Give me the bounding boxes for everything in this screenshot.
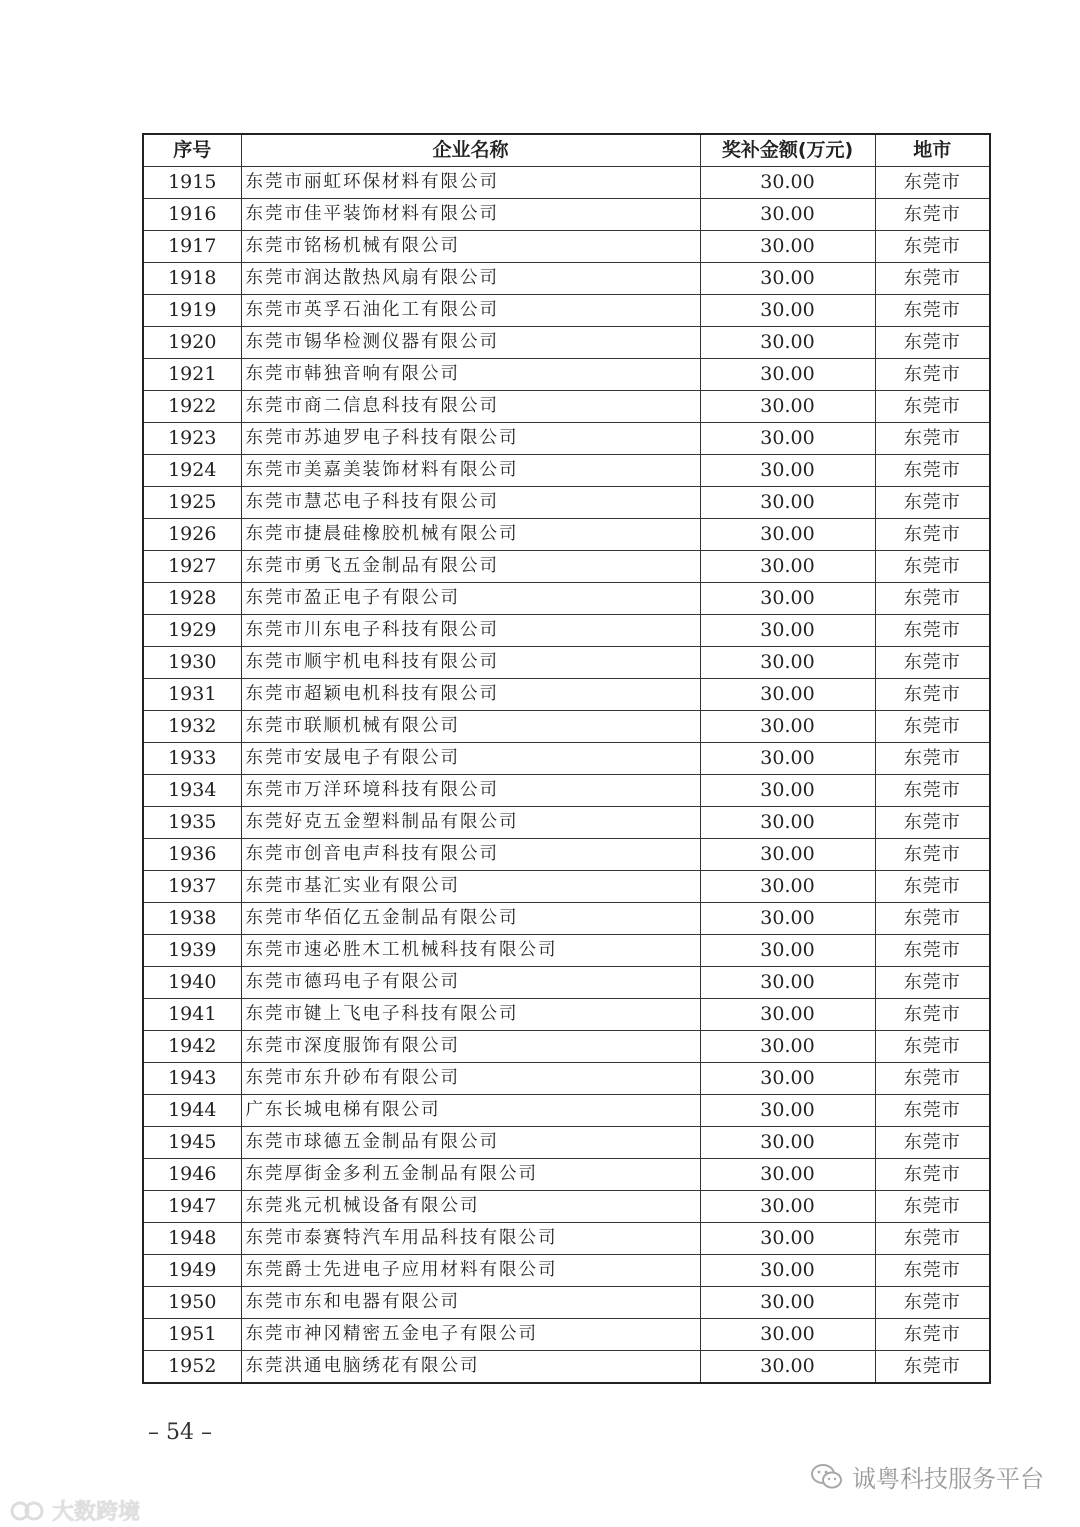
cell-company-name: 东莞市安晟电子有限公司 (241, 743, 700, 775)
cell-serial-no: 1936 (143, 839, 241, 871)
cell-subsidy-amount: 30.00 (700, 487, 875, 519)
cell-city: 东莞市 (875, 1319, 990, 1351)
cell-company-name: 东莞好克五金塑料制品有限公司 (241, 807, 700, 839)
cell-company-name: 东莞市键上飞电子科技有限公司 (241, 999, 700, 1031)
cell-city: 东莞市 (875, 679, 990, 711)
table-row (143, 679, 990, 711)
cell-company-name: 东莞市美嘉美装饰材料有限公司 (241, 455, 700, 487)
cell-city: 东莞市 (875, 1191, 990, 1223)
cell-serial-no: 1941 (143, 999, 241, 1031)
table-row (143, 423, 990, 455)
table-row (143, 647, 990, 679)
cell-company-name: 东莞市丽虹环保材料有限公司 (241, 167, 700, 199)
cell-serial-no: 1919 (143, 295, 241, 327)
cell-city: 东莞市 (875, 935, 990, 967)
cell-serial-no: 1928 (143, 583, 241, 615)
cell-serial-no: 1939 (143, 935, 241, 967)
cell-company-name: 广东长城电梯有限公司 (241, 1095, 700, 1127)
cell-company-name: 东莞市球德五金制品有限公司 (241, 1127, 700, 1159)
cell-serial-no: 1947 (143, 1191, 241, 1223)
cell-company-name: 东莞市基汇实业有限公司 (241, 871, 700, 903)
cell-subsidy-amount: 30.00 (700, 775, 875, 807)
table-row (143, 1031, 990, 1063)
cell-company-name: 东莞市万洋环境科技有限公司 (241, 775, 700, 807)
table-row (143, 167, 990, 199)
cell-subsidy-amount: 30.00 (700, 679, 875, 711)
cell-company-name: 东莞市韩独音响有限公司 (241, 359, 700, 391)
cell-serial-no: 1949 (143, 1255, 241, 1287)
cell-city: 东莞市 (875, 1287, 990, 1319)
cell-subsidy-amount: 30.00 (700, 1031, 875, 1063)
cell-city: 东莞市 (875, 743, 990, 775)
cell-subsidy-amount: 30.00 (700, 615, 875, 647)
cell-serial-no: 1917 (143, 231, 241, 263)
cell-subsidy-amount: 30.00 (700, 583, 875, 615)
cell-city: 东莞市 (875, 1159, 990, 1191)
cell-city: 东莞市 (875, 391, 990, 423)
table-row (143, 1063, 990, 1095)
cell-city: 东莞市 (875, 967, 990, 999)
cell-company-name: 东莞市盈正电子有限公司 (241, 583, 700, 615)
cell-subsidy-amount: 30.00 (700, 295, 875, 327)
cell-subsidy-amount: 30.00 (700, 1191, 875, 1223)
cell-company-name: 东莞市川东电子科技有限公司 (241, 615, 700, 647)
cell-city: 东莞市 (875, 327, 990, 359)
header-city: 地市 (875, 134, 990, 167)
table-row (143, 1319, 990, 1351)
cell-company-name: 东莞洪通电脑绣花有限公司 (241, 1351, 700, 1384)
table-row (143, 1159, 990, 1191)
table-row (143, 327, 990, 359)
cell-company-name: 东莞市东升砂布有限公司 (241, 1063, 700, 1095)
cell-serial-no: 1945 (143, 1127, 241, 1159)
cell-company-name: 东莞市锡华检测仪器有限公司 (241, 327, 700, 359)
table-row (143, 391, 990, 423)
cell-subsidy-amount: 30.00 (700, 1063, 875, 1095)
cell-city: 东莞市 (875, 359, 990, 391)
cell-city: 东莞市 (875, 1223, 990, 1255)
cell-serial-no: 1943 (143, 1063, 241, 1095)
table-row (143, 839, 990, 871)
cell-serial-no: 1946 (143, 1159, 241, 1191)
cell-company-name: 东莞市顺宇机电科技有限公司 (241, 647, 700, 679)
cell-company-name: 东莞市德玛电子有限公司 (241, 967, 700, 999)
table-row (143, 903, 990, 935)
cell-city: 东莞市 (875, 1127, 990, 1159)
cell-serial-no: 1934 (143, 775, 241, 807)
cell-serial-no: 1935 (143, 807, 241, 839)
cell-city: 东莞市 (875, 871, 990, 903)
cell-subsidy-amount: 30.00 (700, 1255, 875, 1287)
cell-serial-no: 1931 (143, 679, 241, 711)
cell-subsidy-amount: 30.00 (700, 423, 875, 455)
cell-subsidy-amount: 30.00 (700, 327, 875, 359)
cell-subsidy-amount: 30.00 (700, 647, 875, 679)
cell-serial-no: 1933 (143, 743, 241, 775)
cell-serial-no: 1927 (143, 551, 241, 583)
cell-serial-no: 1952 (143, 1351, 241, 1384)
cell-serial-no: 1938 (143, 903, 241, 935)
cell-company-name: 东莞市速必胜木工机械科技有限公司 (241, 935, 700, 967)
header-serial-no: 序号 (143, 134, 241, 167)
cell-subsidy-amount: 30.00 (700, 807, 875, 839)
table-body (143, 167, 990, 1384)
cell-city: 东莞市 (875, 775, 990, 807)
cell-serial-no: 1951 (143, 1319, 241, 1351)
cell-subsidy-amount: 30.00 (700, 743, 875, 775)
cell-city: 东莞市 (875, 455, 990, 487)
cell-subsidy-amount: 30.00 (700, 359, 875, 391)
cell-subsidy-amount: 30.00 (700, 1351, 875, 1384)
subsidy-table (142, 133, 991, 1384)
table-row (143, 263, 990, 295)
cell-serial-no: 1924 (143, 455, 241, 487)
cell-subsidy-amount: 30.00 (700, 1127, 875, 1159)
cell-city: 东莞市 (875, 1063, 990, 1095)
platform-watermark-text: 诚粤科技服务平台 (852, 1465, 1044, 1493)
cell-company-name: 东莞市泰赛特汽车用品科技有限公司 (241, 1223, 700, 1255)
table-row (143, 295, 990, 327)
cell-city: 东莞市 (875, 711, 990, 743)
cell-city: 东莞市 (875, 167, 990, 199)
table-row (143, 1223, 990, 1255)
logo-icon (8, 1499, 48, 1523)
subsidy-table-container (142, 133, 989, 1384)
cell-city: 东莞市 (875, 423, 990, 455)
cell-city: 东莞市 (875, 199, 990, 231)
cell-serial-no: 1950 (143, 1287, 241, 1319)
cell-city: 东莞市 (875, 839, 990, 871)
cell-company-name: 东莞市苏迪罗电子科技有限公司 (241, 423, 700, 455)
cell-city: 东莞市 (875, 1351, 990, 1384)
cell-serial-no: 1915 (143, 167, 241, 199)
table-row (143, 999, 990, 1031)
cell-subsidy-amount: 30.00 (700, 455, 875, 487)
cell-company-name: 东莞市创音电声科技有限公司 (241, 839, 700, 871)
table-row (143, 359, 990, 391)
cell-company-name: 东莞市润达散热风扇有限公司 (241, 263, 700, 295)
cell-company-name: 东莞市慧芯电子科技有限公司 (241, 487, 700, 519)
cell-company-name: 东莞市勇飞五金制品有限公司 (241, 551, 700, 583)
cell-company-name: 东莞市华佰亿五金制品有限公司 (241, 903, 700, 935)
cell-city: 东莞市 (875, 807, 990, 839)
cell-company-name: 东莞市联顺机械有限公司 (241, 711, 700, 743)
wechat-icon (810, 1463, 844, 1491)
table-row (143, 1255, 990, 1287)
cell-city: 东莞市 (875, 903, 990, 935)
cell-city: 东莞市 (875, 519, 990, 551)
cell-company-name: 东莞市东和电器有限公司 (241, 1287, 700, 1319)
cell-serial-no: 1948 (143, 1223, 241, 1255)
cell-subsidy-amount: 30.00 (700, 839, 875, 871)
cell-city: 东莞市 (875, 1095, 990, 1127)
cell-company-name: 东莞市超颖电机科技有限公司 (241, 679, 700, 711)
cell-company-name: 东莞兆元机械设备有限公司 (241, 1191, 700, 1223)
cell-company-name: 东莞市铭杨机械有限公司 (241, 231, 700, 263)
cell-subsidy-amount: 30.00 (700, 1159, 875, 1191)
cell-serial-no: 1940 (143, 967, 241, 999)
cell-serial-no: 1922 (143, 391, 241, 423)
cell-city: 东莞市 (875, 295, 990, 327)
cell-subsidy-amount: 30.00 (700, 1319, 875, 1351)
platform-watermark (810, 1459, 1044, 1494)
cell-subsidy-amount: 30.00 (700, 263, 875, 295)
cell-city: 东莞市 (875, 999, 990, 1031)
cell-serial-no: 1930 (143, 647, 241, 679)
page-number: – 54 – (148, 1420, 212, 1445)
table-row (143, 519, 990, 551)
table-row (143, 1351, 990, 1384)
cell-serial-no: 1942 (143, 1031, 241, 1063)
table-row (143, 551, 990, 583)
table-row (143, 615, 990, 647)
cell-serial-no: 1925 (143, 487, 241, 519)
cell-serial-no: 1918 (143, 263, 241, 295)
cell-city: 东莞市 (875, 551, 990, 583)
table-row (143, 1287, 990, 1319)
table-row (143, 743, 990, 775)
table-row (143, 967, 990, 999)
cell-serial-no: 1916 (143, 199, 241, 231)
cell-subsidy-amount: 30.00 (700, 999, 875, 1031)
cell-city: 东莞市 (875, 583, 990, 615)
table-row (143, 711, 990, 743)
cell-subsidy-amount: 30.00 (700, 551, 875, 583)
cell-city: 东莞市 (875, 263, 990, 295)
cell-serial-no: 1937 (143, 871, 241, 903)
cell-subsidy-amount: 30.00 (700, 871, 875, 903)
cell-subsidy-amount: 30.00 (700, 391, 875, 423)
cell-company-name: 东莞市佳平装饰材料有限公司 (241, 199, 700, 231)
cell-serial-no: 1921 (143, 359, 241, 391)
table-header-row (143, 134, 990, 167)
table-row (143, 487, 990, 519)
table-row (143, 231, 990, 263)
cell-company-name: 东莞市英孚石油化工有限公司 (241, 295, 700, 327)
cell-city: 东莞市 (875, 1255, 990, 1287)
table-row (143, 583, 990, 615)
cell-subsidy-amount: 30.00 (700, 199, 875, 231)
table-row (143, 935, 990, 967)
cell-city: 东莞市 (875, 1031, 990, 1063)
table-row (143, 775, 990, 807)
cell-subsidy-amount: 30.00 (700, 711, 875, 743)
table-row (143, 871, 990, 903)
cell-serial-no: 1944 (143, 1095, 241, 1127)
cell-subsidy-amount: 30.00 (700, 1095, 875, 1127)
cell-subsidy-amount: 30.00 (700, 1287, 875, 1319)
cell-serial-no: 1920 (143, 327, 241, 359)
cell-subsidy-amount: 30.00 (700, 1223, 875, 1255)
cell-subsidy-amount: 30.00 (700, 519, 875, 551)
cell-subsidy-amount: 30.00 (700, 935, 875, 967)
table-row (143, 1095, 990, 1127)
cell-company-name: 东莞市捷晨硅橡胶机械有限公司 (241, 519, 700, 551)
cell-city: 东莞市 (875, 487, 990, 519)
header-company-name: 企业名称 (241, 134, 700, 167)
table-row (143, 199, 990, 231)
header-subsidy-amount: 奖补金额(万元) (700, 134, 875, 167)
cell-serial-no: 1926 (143, 519, 241, 551)
table-row (143, 807, 990, 839)
cell-city: 东莞市 (875, 647, 990, 679)
cell-city: 东莞市 (875, 231, 990, 263)
site-watermark-text: 大数跨境 (52, 1500, 141, 1525)
table-row (143, 1127, 990, 1159)
table-row (143, 1191, 990, 1223)
cell-subsidy-amount: 30.00 (700, 167, 875, 199)
site-watermark (8, 1495, 140, 1526)
table-row (143, 455, 990, 487)
cell-subsidy-amount: 30.00 (700, 903, 875, 935)
cell-company-name: 东莞市深度服饰有限公司 (241, 1031, 700, 1063)
cell-city: 东莞市 (875, 615, 990, 647)
cell-serial-no: 1929 (143, 615, 241, 647)
cell-company-name: 东莞厚街金多利五金制品有限公司 (241, 1159, 700, 1191)
cell-serial-no: 1923 (143, 423, 241, 455)
cell-subsidy-amount: 30.00 (700, 231, 875, 263)
cell-subsidy-amount: 30.00 (700, 967, 875, 999)
cell-serial-no: 1932 (143, 711, 241, 743)
cell-company-name: 东莞爵士先进电子应用材料有限公司 (241, 1255, 700, 1287)
cell-company-name: 东莞市商二信息科技有限公司 (241, 391, 700, 423)
cell-company-name: 东莞市神冈精密五金电子有限公司 (241, 1319, 700, 1351)
